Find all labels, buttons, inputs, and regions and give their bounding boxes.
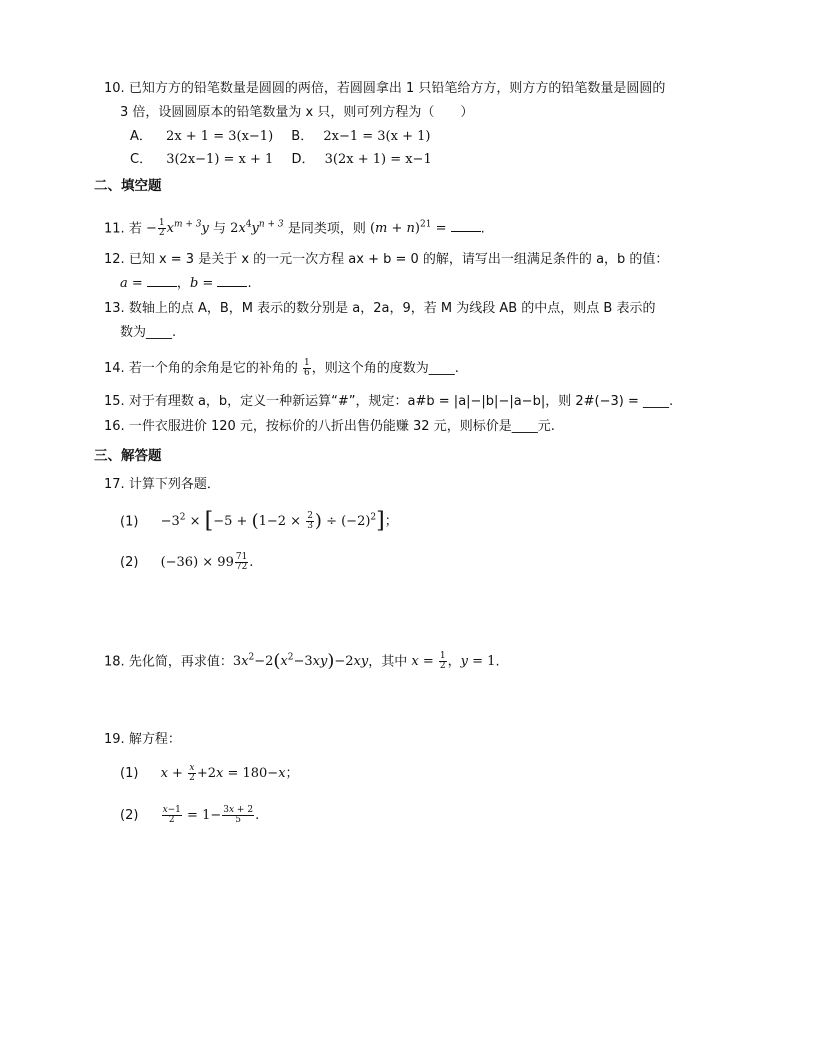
q10-option-b: 2x−1 = 3(x + 1)	[323, 129, 431, 144]
q11-number: 11.	[104, 221, 125, 237]
q17-heading	[104, 476, 220, 494]
q10-option-a-label: A．	[130, 129, 152, 144]
q12-sep: ，	[176, 276, 190, 291]
q11-mid: 与	[213, 221, 227, 237]
q13-line1	[104, 300, 655, 318]
q11-term1: − $\frac{1}{2}$ $x^{m + 3}y$	[145, 218, 209, 239]
q12-text: 已知 x = 3 是关于 x 的一元一次方程 ax + b = 0 的解，请写出一组满足条件的 a，b 的值：	[128, 252, 669, 267]
q16	[104, 418, 555, 436]
q18-values: x = $\frac{1}{2}$ ，y = 1	[411, 651, 496, 672]
q10-options-row1	[130, 128, 430, 146]
q19-text: 解方程：	[128, 732, 181, 747]
q12-end: .	[247, 276, 252, 291]
q17-p1-expression: $-3^2 \times [-5 + (1-2$ × $\frac{2}{3}$ ) ÷ $(-2)^2$]；	[160, 508, 398, 534]
q10-line2: 3 倍，设圆圆原本的铅笔数量为 x 只，则可列方程为（ ）	[120, 105, 474, 120]
q10-option-d-label: D．	[291, 152, 315, 167]
q18-pre: 先化简，再求值：	[128, 654, 233, 670]
q12-b-blank[interactable]	[217, 274, 247, 287]
q10-option-c: 3(2x−1) = x + 1	[166, 152, 274, 167]
q11-term2: $2x^4y^{n + 3}$	[230, 220, 284, 237]
q11-post: 是同类项，则	[287, 221, 366, 237]
q19-part2	[120, 805, 259, 827]
q13-text: 数轴上的点 A，B，M 表示的数分别是 a，2a，9，若 M 为线段 AB 的中点，则点 B 表示的	[128, 301, 656, 316]
q19-p1-label: (1)	[120, 766, 139, 781]
q19-part1	[120, 763, 299, 785]
q13-number: 13.	[104, 301, 125, 316]
q19-number: 19.	[104, 732, 125, 747]
q19-p2-label: (2)	[120, 808, 139, 823]
q17-text: 计算下列各题．	[128, 477, 220, 492]
q12-line1	[104, 251, 668, 269]
q10-option-d: 3(2x + 1) = x−1	[324, 152, 432, 167]
q18-mid: ，其中	[368, 654, 408, 670]
q10-number: 10.	[104, 81, 125, 96]
section-fill-in-title: 二、填空题	[94, 178, 162, 194]
q11	[104, 216, 485, 238]
q15-number: 15.	[104, 394, 125, 409]
q17-p1-label: (1)	[120, 514, 139, 530]
q10-options-row2	[130, 151, 432, 169]
q12-b-label: b =	[189, 276, 214, 291]
q14-post: ，则这个角的度数为____.	[311, 361, 459, 376]
q16-number: 16.	[104, 419, 125, 434]
q17-part1	[120, 507, 398, 533]
q13-line2: 数为____.	[120, 325, 177, 340]
q18	[104, 647, 500, 673]
q19-p2-equation: $\frac{x-1}{2}$ = 1− $\frac{3x + 2}{5}$ .	[162, 805, 260, 825]
q14-fraction: $\frac{1}{6}$	[303, 358, 310, 378]
q12-a-blank[interactable]	[147, 274, 177, 287]
section-solve-title: 三、解答题	[94, 448, 162, 464]
q10-text-line1: 已知方方的铅笔数量是圆圆的两倍，若圆圆拿出 1 只铅笔给方方，则方方的铅笔数量是圆圆的	[128, 81, 666, 96]
q11-expression: $(m + n)^{21}$ =	[369, 220, 447, 237]
q17-p2-expression: (−36) × 99 $\frac{71}{72}$ .	[160, 552, 254, 572]
q11-answer-blank[interactable]	[451, 219, 481, 232]
q11-end: .	[480, 221, 485, 237]
q18-end: .	[495, 654, 500, 670]
q12-line2	[120, 274, 252, 293]
q14-number: 14.	[104, 361, 125, 376]
q17-number: 17.	[104, 477, 125, 492]
q14	[104, 359, 459, 378]
q10-option-a: 2x + 1 = 3(x−1)	[166, 129, 274, 144]
q18-expression: $3x^2-2(x^2-3xy)-2xy$	[232, 650, 369, 672]
q14-pre: 若一个角的余角是它的补角的	[128, 361, 298, 376]
q16-text: 一件衣服进价 120 元，按标价的八折出售仍能赚 32 元，则标价是____元.	[128, 419, 555, 434]
q18-number: 18.	[104, 654, 125, 670]
q12-a-label: a =	[120, 276, 143, 291]
q10-option-c-label: C．	[130, 152, 153, 167]
q17-p2-label: (2)	[120, 555, 139, 570]
q10-line1	[104, 80, 665, 98]
q15	[104, 393, 673, 411]
q11-pre: 若	[128, 221, 142, 237]
q19-heading	[104, 731, 181, 749]
q19-p1-equation: x + $\frac{x}{2}$ +2x = 180−x；	[160, 763, 299, 783]
q12-number: 12.	[104, 252, 125, 267]
q10-option-b-label: B．	[291, 129, 314, 144]
q15-text: 对于有理数 a，b，定义一种新运算“#”，规定：a#b = |a|−|b|−|a−b|，则 2#(−3) = ____.	[128, 394, 674, 409]
q17-part2	[120, 552, 253, 574]
